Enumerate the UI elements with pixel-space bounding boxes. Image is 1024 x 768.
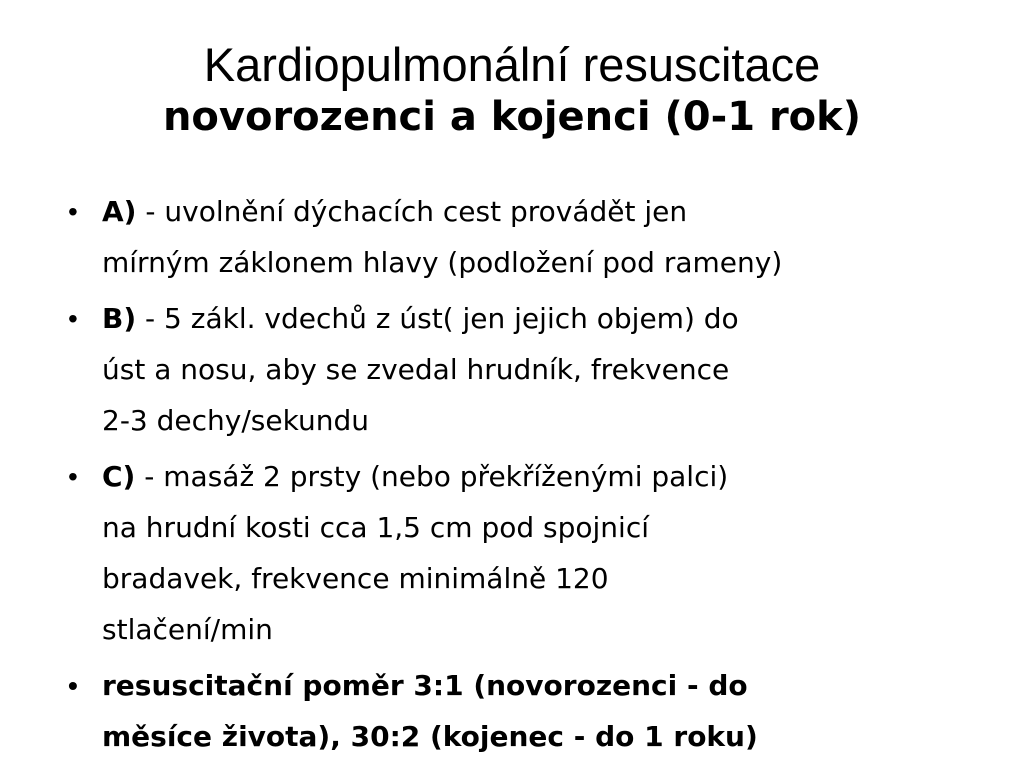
bullet-list — [60, 186, 980, 767]
bullet-dot-icon: • — [68, 670, 78, 701]
bullet-dot-icon: • — [68, 461, 78, 492]
bullet-text: - 5 zákl. vdechů z úst( jen jejich objem) do — [136, 302, 739, 335]
bullet-line: měsíce života), 30:2 (kojenec - do 1 roku) — [102, 720, 758, 753]
bullet-dot-icon: • — [68, 303, 78, 334]
bullet-line: 2-3 dechy/sekundu — [102, 404, 369, 437]
bullet-text: - masáž 2 prsty (nebo překříženými palci) — [135, 460, 729, 493]
bullet-key: A) — [102, 195, 137, 228]
bullet-line — [102, 293, 980, 344]
title-line-main: Kardiopulmonální resuscitace — [203, 38, 821, 91]
bullet-item-ratio — [60, 660, 980, 762]
bullet-item-c — [60, 451, 980, 655]
bullet-line: mírným záklonem hlavy (podložení pod rameny) — [102, 246, 783, 279]
slide-title — [0, 40, 1024, 144]
bullet-line: bradavek, frekvence minimálně 120 — [102, 562, 609, 595]
bullet-text: - uvolnění dýchacích cest provádět jen — [136, 195, 688, 228]
bullet-line: na hrudní kosti cca 1,5 cm pod spojnicí — [102, 511, 649, 544]
bullet-line — [102, 451, 980, 502]
bullet-item-b — [60, 293, 980, 446]
bullet-dot-icon: • — [68, 196, 78, 227]
bullet-key: C) — [102, 460, 136, 493]
bullet-line: resuscitační poměr 3:1 (novorozenci - do — [102, 669, 748, 702]
bullet-item-a — [60, 186, 980, 288]
bullet-line — [102, 186, 980, 237]
bullet-line: úst a nosu, aby se zvedal hrudník, frekvence — [102, 353, 730, 386]
bullet-key: B) — [102, 302, 137, 335]
bullet-line: stlačení/min — [102, 613, 273, 646]
title-line-subtitle: novorozenci a kojenci (0-1 rok) — [162, 94, 862, 140]
